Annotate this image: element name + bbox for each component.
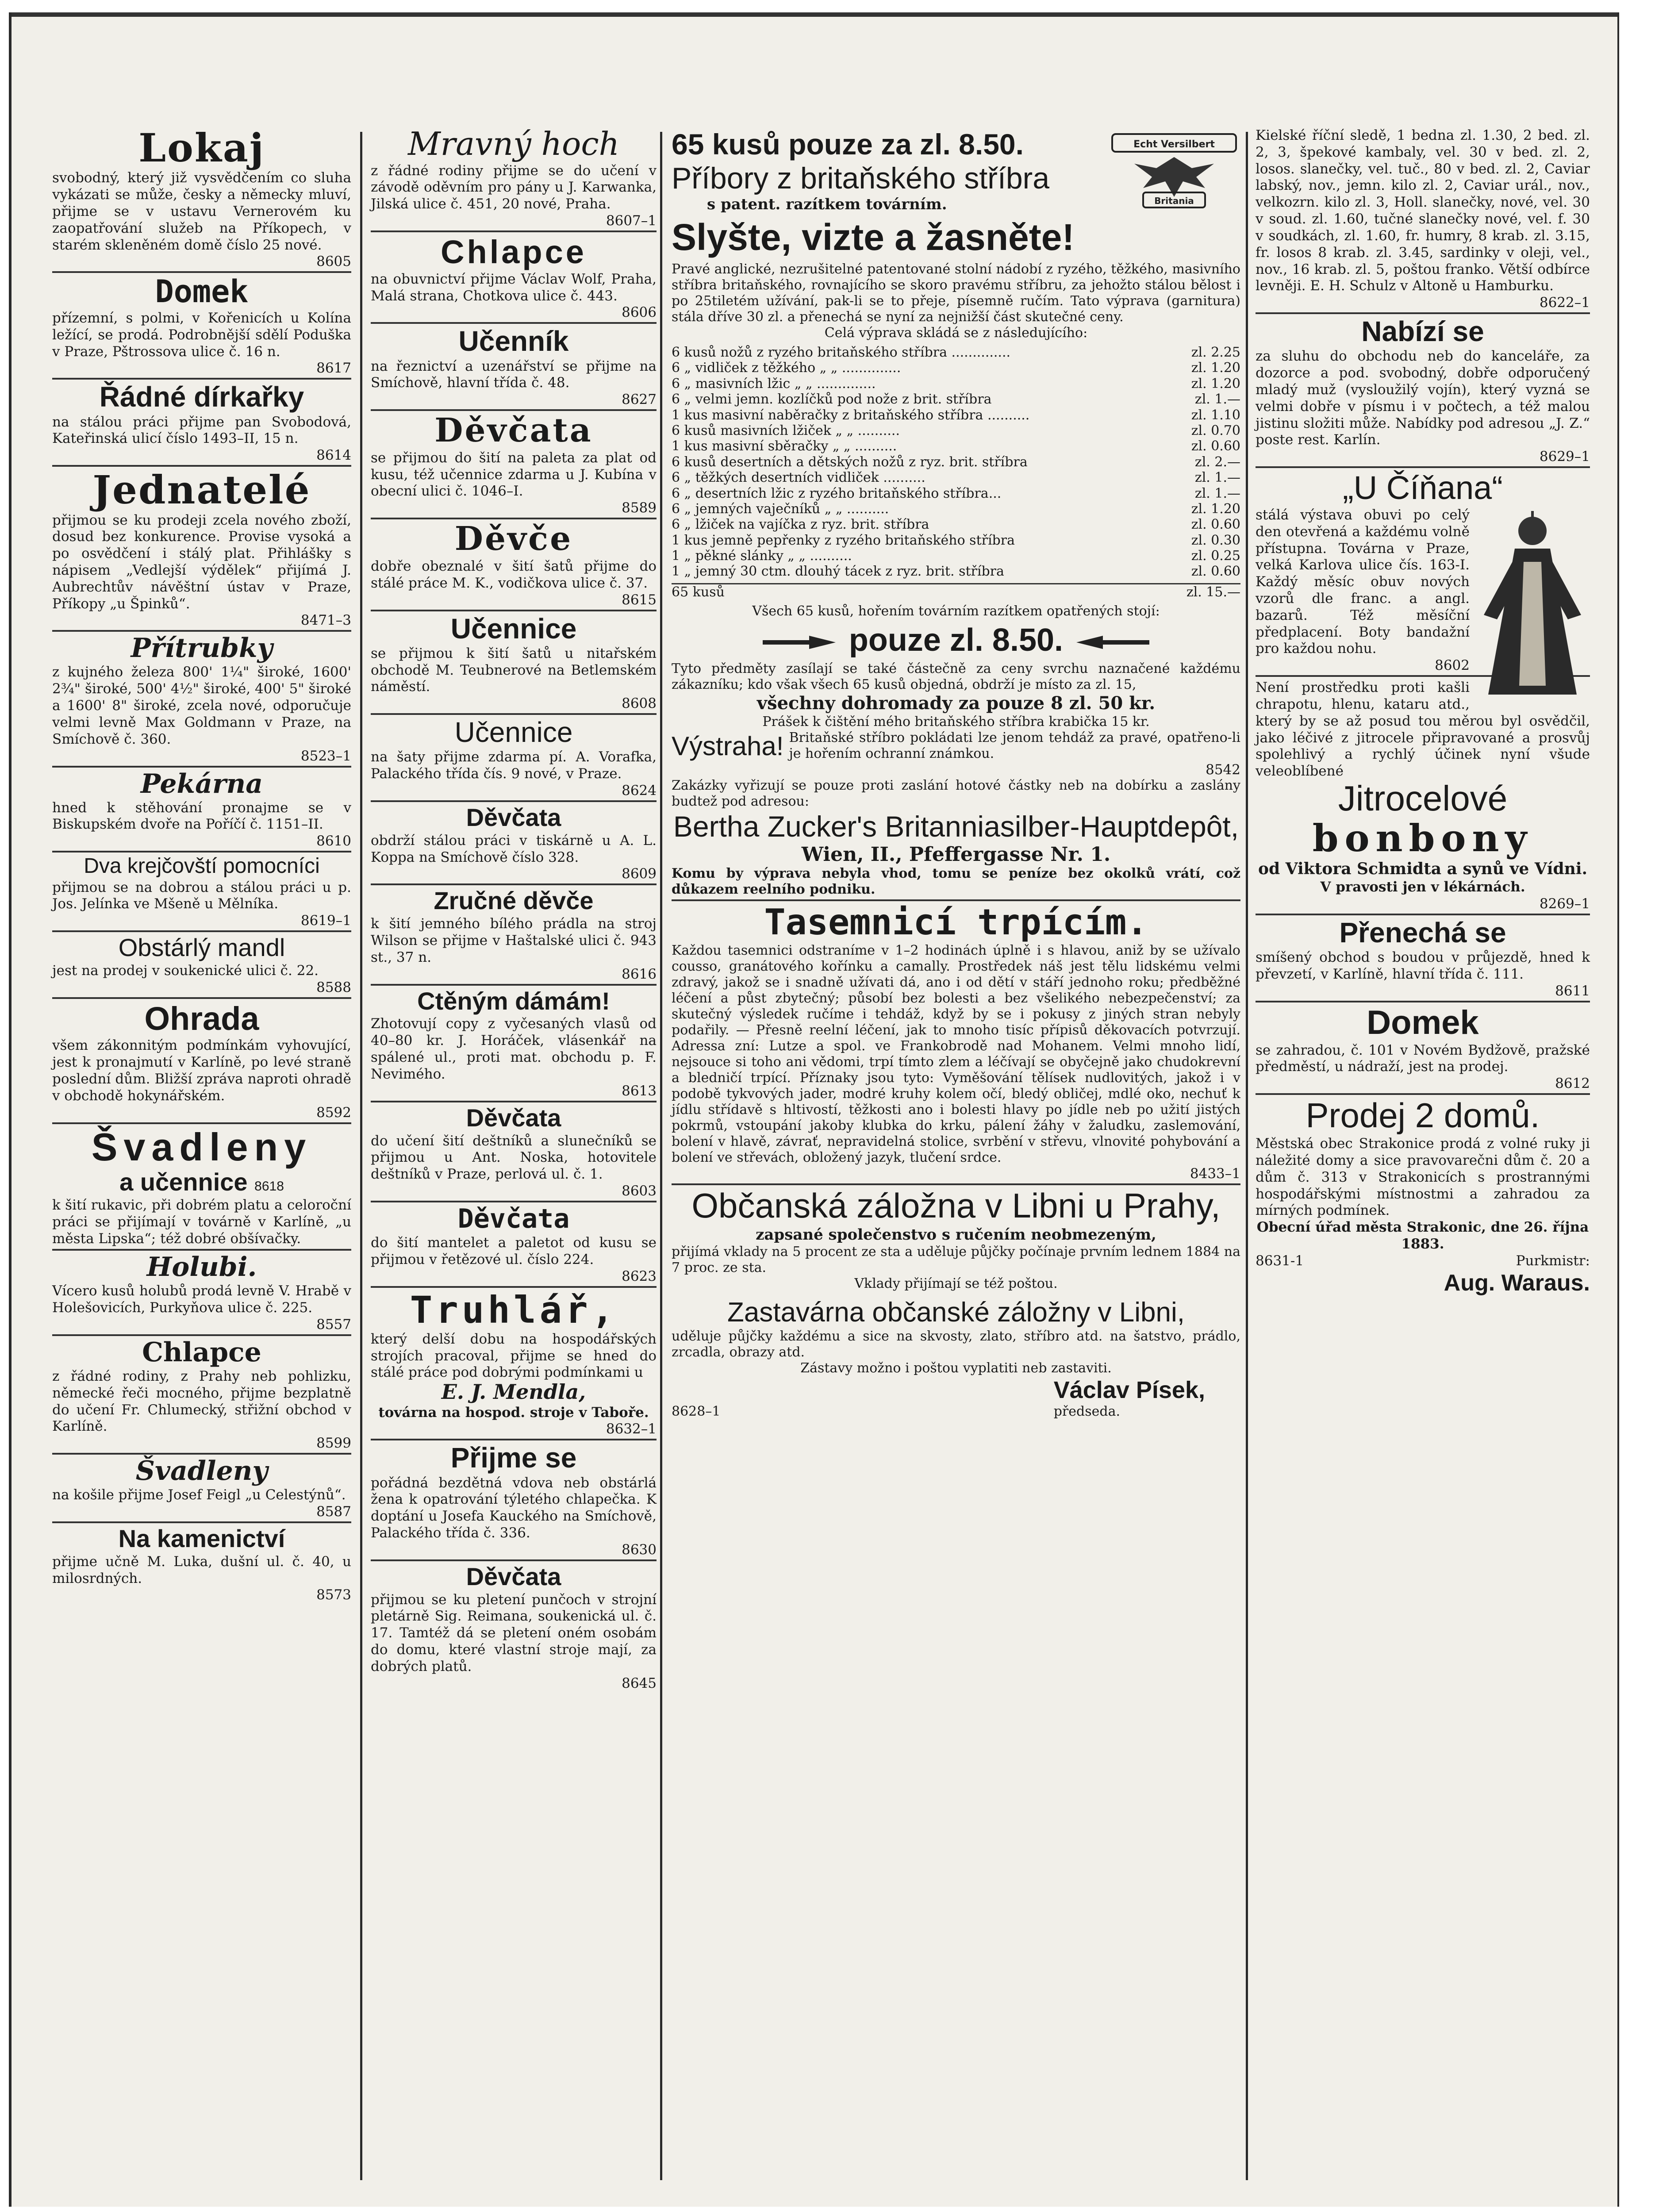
silver-total-price: zl. 15.— bbox=[1186, 584, 1240, 600]
ad-body: svobodný, který již vysvědčením co sluha vykázati se může, česky a německy mluví, přijme se v ustavu Vernerovém ku zaopatřování služeb na Příkopech, v starém skleněném domě číslo 25 nové. bbox=[52, 170, 351, 253]
ad-title: Obstárlý mandl bbox=[118, 933, 285, 962]
cough-where: V pravosti jen v lékárnách. bbox=[1320, 879, 1525, 895]
ad-chlapce-obuv bbox=[371, 230, 657, 320]
ad-body: Každou tasemnici odstraníme v 1–2 hodinách úplně i s hlavou, aniž by se užívalo cousso, granátového kořínku a camally. Prostředek náš jest tělu lidskému velmi zdravý, jakož se i snadně užívati dá, ano i od dětí v stáří jednoho roku; předběžné léčení a půst zbytečný; působí bez bolesti a bez všelikého nebezpečenství; za skutečný výsledek ručíme i tehdáž, když by se i pokusy z jiných stran nebyly podařily. — Přesně reelní léčení, jak to mnoho tisíc přípisů děkovacích potvrzují. Adressa zní: Lutze a spol. ve Frankobrodě nad Mohanem. Velmi mnoho lidí, nejsouce si toho ani vědomi, trpí tímto zlem a léčívají se obyčejně jako chudokrevní a bledničí trpící. Příznaky jsou tyto: Vyměšování tělísek nudlovitých, jakož i v podobě tykvových jader, modré kruhy kolem očí, bledý obličej, mdlé oko, nechuť k jídlu střídavě s hltivostí, těžkosti ano i bolesti hlavy po jídle neb po užití jistých pokrmů, vstoupání jakoby klubka do krku, pálení žáhy v žaludku, zaslemování, bolení v hlavě, závrať, nepravidelná stolice, svrbění v střevu, vlnovité pohybování a bolení ve střevách, obložený jazyk, tlučení srdce. bbox=[672, 943, 1240, 1166]
pawn-number: 8628–1 bbox=[672, 1404, 721, 1420]
silver-headline: 65 kusů pouze za zl. 8.50. bbox=[672, 128, 1024, 161]
ad-devcata-paleta bbox=[371, 409, 657, 516]
silver-item-price: zl. 1.20 bbox=[1191, 501, 1240, 517]
ad-number: 8607–1 bbox=[606, 213, 657, 229]
silver-item-row bbox=[672, 438, 1240, 454]
ad-number: 8269–1 bbox=[1539, 895, 1590, 912]
silver-item-label: 1 kus masivní naběračky z britaňského stříbra .......... bbox=[672, 407, 1030, 423]
ad-body: Zhotovují copy z vyčesaných vlasů od 40–80 kr. J. Horáček, vlásenkář na spálené ul., proti mat. obchodu p. F. Nevimého. bbox=[371, 1016, 657, 1082]
silver-item-label: 1 kus jemně pepřenky z ryzého britaňského stříbra bbox=[672, 532, 1015, 548]
bank-body: přijímá vklady na 5 procent ze sta a uděluje půjčky počínaje prvním lednem 1884 na 7 proc. ze sta. bbox=[672, 1244, 1240, 1275]
silver-total-label: 65 kusů bbox=[672, 584, 725, 600]
ad-body: pořádná bezdětná vdova neb obstárlá žena k opatrování týletého chlapečka. K doptání u Josefa Kauckého na Smíchově, Palackého třída č. 336. bbox=[371, 1475, 657, 1541]
silver-item-price: zl. 1.20 bbox=[1191, 376, 1240, 392]
pawn-title: Zastavárna občanské záložny v Libni, bbox=[727, 1297, 1185, 1328]
ad-svadleny-kosile bbox=[52, 1453, 351, 1520]
sale-office: Obecní úřad města Strakonic, dne 26. října 1883. bbox=[1256, 1219, 1589, 1252]
bank-subtitle: zapsané společenstvo s ručením neobmezeným, bbox=[756, 1226, 1156, 1244]
silver-item-label: 6 kusů nožů z ryzého britaňského stříbra .............. bbox=[672, 345, 1011, 360]
silver-stamp-note: Všech 65 kusů, hořením továrním razítkem opatřených stojí: bbox=[752, 603, 1160, 619]
cough-title-1: Jitrocelové bbox=[1338, 779, 1508, 818]
cough-firm: od Viktora Schmidta a synů ve Vídni. bbox=[1258, 860, 1588, 879]
ad-number: 8613 bbox=[622, 1083, 657, 1099]
silver-item-list bbox=[672, 345, 1240, 580]
ad-body: Městská obec Strakonice prodá z volné ruky ji náležité domy a sice pravovarečni dům č. 20 a dům č. 313 v Strakonicích s prostrannými hospodářskými místnostmi a zahradou za mírných podmínek. bbox=[1256, 1136, 1590, 1219]
silver-list-intro: Celá výprava skládá se z následujícího: bbox=[824, 325, 1088, 341]
bank-body-2: Vklady přijímají se též poštou. bbox=[854, 1275, 1058, 1291]
silver-firm: Bertha Zucker's Britanniasilber-Hauptdepôt, bbox=[673, 810, 1239, 843]
ad-number: 8471–3 bbox=[300, 612, 351, 629]
silver-item-row bbox=[672, 392, 1240, 407]
ad-number: 8612 bbox=[1555, 1075, 1590, 1092]
silver-item-price: zl. 0.70 bbox=[1191, 422, 1240, 438]
ad-body: na košile přijme Josef Feigl „u Celestýnů“. bbox=[52, 1487, 346, 1503]
ad-body: přijme učně M. Luka, dušní ul. č. 40, u milosrdných. bbox=[52, 1553, 351, 1586]
ad-body: do šití mantelet a paletot od kusu se přijmou v řetězové ul. číslo 224. bbox=[371, 1234, 657, 1267]
silver-item-row bbox=[672, 360, 1240, 376]
ad-title: Lokaj bbox=[138, 127, 265, 171]
ad-title: Ctěným dámám! bbox=[417, 987, 610, 1015]
ad-body: Není prostředku proti kašli chrapotu, hlenu, kataru atd., který by se až posud tou měrou byl osvědčil, jako léčivé z jitrocele připravované a prosvůj spolehlivý a rychlý účinek nyní všude veleoblíbené bbox=[1256, 680, 1590, 780]
ad-nabizi-se bbox=[1256, 312, 1590, 465]
ad-subtitle-line bbox=[52, 1169, 351, 1195]
silver-item-price: zl. 1.— bbox=[1194, 470, 1240, 486]
ad-title: Švadleny bbox=[91, 1125, 312, 1169]
ad-truhlar bbox=[371, 1286, 657, 1437]
chinese-figure-icon bbox=[1475, 509, 1590, 703]
column-2 bbox=[365, 127, 662, 2180]
eagle-emblem-icon bbox=[1108, 131, 1240, 210]
silver-item-label: 6 „ těžkých desertních vidliček .......... bbox=[672, 470, 925, 486]
ad-body: z kujného železa 800' 1¼" široké, 1600' 2¾" široké, 500' 4½" široké, 400' 5" široké a 1600' 8" široké, zcela nové, odporučuje velmi levně Max Goldmann v Praze, na Smíchově č. 360. bbox=[52, 664, 351, 747]
column-1 bbox=[47, 127, 357, 2180]
silver-item-price: zl. 2.25 bbox=[1191, 345, 1240, 360]
ad-number: 8616 bbox=[622, 966, 657, 982]
silver-item-row bbox=[672, 376, 1240, 392]
ad-body: z řádné rodiny přijme se do učení v závodě oděvním pro pány u J. Karwanka, Jilská ulice č. 451, 20 nové, Praha. bbox=[371, 162, 657, 212]
ad-body: přijmou se na dobrou a stálou práci u p. Jos. Jelínka ve Mšeně u Mělníka. bbox=[52, 879, 351, 912]
ad-title: Jednatelé bbox=[92, 467, 311, 513]
silver-item-row bbox=[672, 517, 1240, 532]
ad-body: hned k stěhování pronajme se v Biskupském dvoře na Poříčí č. 1151–II. bbox=[52, 799, 351, 833]
ad-title: „U Číňana“ bbox=[1343, 469, 1503, 507]
ad-number: 8631-1 bbox=[1256, 1252, 1304, 1269]
silver-item-label: 1 kus masivní sběračky „ „ .......... bbox=[672, 438, 897, 454]
silver-intro: Pravé anglické, nezrušitelné patentované stolní nádobí z ryzého, těžkého, masivního stříbra britaňského, rovnajícího se skoro pravému stříbru, za jehožto stálou bělost i po 25tiletém užívání, pak-li se to přeje, písemně ručím. Tato výprava (garnitura) stála dříve 30 zl. a přenechá se nyní za nejnižší část skutečné ceny. bbox=[672, 261, 1240, 325]
ad-lokaj bbox=[52, 127, 351, 269]
ad-body: stálá výstava obuvi po celý den otevřená a každému volně přístupna. Továrna v Praze, velká Karlova ulice čís. 163-I. Každý měsíc obuv nových vzorů dle franc. a angl. bazarů. Též měsíční předplacení. Boty bandažní pro každou nohu. bbox=[1256, 507, 1470, 657]
ad-number: 8609 bbox=[622, 866, 657, 882]
silver-para-1: Tyto předměty zasílají se také částečně za ceny svrchu naznačené každému zákazníku; kdo však všech 65 kusů objedná, obdrží je místo za zl. 15, bbox=[672, 661, 1240, 693]
ad-devcata-puncochy bbox=[371, 1559, 657, 1691]
ad-title: Učennice bbox=[450, 612, 577, 645]
sale-signature-row bbox=[1256, 1253, 1590, 1270]
silver-slogan: Slyšte, vizte a žasněte! bbox=[672, 216, 1075, 258]
pawn-body: uděluje půjčky každému a sice na skvosty, zlato, stříbro atd. na šatstvo, prádlo, zrcadla, obrazy atd. bbox=[672, 1329, 1240, 1360]
ad-jitrocelove-bonbony bbox=[1256, 675, 1590, 912]
ad-title: Přenechá se bbox=[1339, 916, 1506, 949]
signer-name: Václav Písek, bbox=[1053, 1377, 1205, 1404]
cough-title-2: bonbony bbox=[1312, 816, 1533, 860]
ad-title: Děvčata bbox=[466, 803, 561, 832]
ad-number: 8630 bbox=[622, 1541, 657, 1558]
ad-title: Přítrubky bbox=[131, 633, 273, 664]
silver-address: Wien, II., Pfeffergasse Nr. 1. bbox=[801, 843, 1111, 866]
silver-warning-number: 8542 bbox=[1206, 762, 1240, 778]
ad-title: Na kamenictví bbox=[118, 1525, 285, 1553]
silver-item-price: zl. 1.20 bbox=[1191, 360, 1240, 376]
ad-title: Učennice bbox=[454, 716, 573, 749]
ad-title: Děvčata bbox=[466, 1103, 561, 1132]
ad-body: dobře obeznalé v šití šatů přijme do stálé práce M. K., vodičkova ulice č. 37. bbox=[371, 558, 657, 591]
ad-pekarna bbox=[52, 766, 351, 849]
silver-item-label: 1 „ pěkné slánky „ „ .......... bbox=[672, 548, 852, 564]
ad-devcata-destniky bbox=[371, 1101, 657, 1199]
silver-item-label: 6 „ velmi jemn. kozlíčků pod nože z brit. stříbra bbox=[672, 392, 992, 407]
column-4 bbox=[1250, 127, 1595, 2180]
ad-ohrada bbox=[52, 997, 351, 1121]
column-rule-1 bbox=[360, 132, 362, 2180]
ad-body: z řádné rodiny, z Prahy neb pohlizku, německé řeči mocného, přijme bezplatně do učení Fr. Chlumecký, střižní obchod v Karlíně. bbox=[52, 1368, 351, 1435]
ad-britania-silver bbox=[672, 127, 1240, 898]
ad-number: 8573 bbox=[316, 1587, 351, 1603]
emblem-bottom-text: Britania bbox=[1154, 196, 1194, 206]
ad-body: Kielské říční sledě, 1 bedna zl. 1.30, 2 bed. zl. 2, 3, špekové kambaly, vel. 30 v bed. zl. 2, losos. slanečky, vel. tuč., 80 v bed. zl. 2, Caviar labský, nov., jemn. kilo zl. 2, Caviar urál., nov., velkozrn. kilo zl. 3, Holl. slanečky, nové, vel. 30 v soud. zl. 1.60, tučné slanečky nové, vel. f. 30 v soudkách, zl. 1.60, fr. humry, 8 krab. zl. 3.15, fr. losos 8 krab. zl. 3.45, sardinky v oleji, vel., nov., 16 krab. zl. 5, poštou franko. Větší odbírce levněji. E. H. Schulz v Altoně u Hamburku. bbox=[1256, 127, 1590, 294]
ad-domek bbox=[52, 271, 351, 376]
ad-title: Nabízí se bbox=[1361, 315, 1484, 348]
silver-item-price: zl. 2.— bbox=[1194, 454, 1240, 470]
ad-number: 8603 bbox=[622, 1183, 657, 1199]
pawn-signature bbox=[1054, 1376, 1240, 1420]
ad-firm-line: továrna na hospod. stroje v Taboře. bbox=[378, 1404, 649, 1421]
ad-domek-bydzov bbox=[1256, 1001, 1590, 1091]
ad-body: Vícero kusů holubů prodá levně V. Hrabě v Holešovicích, Purkyňova ulice č. 225. bbox=[52, 1283, 351, 1316]
pointing-hand-right-icon bbox=[760, 631, 840, 653]
silver-item-price: zl. 1.— bbox=[1194, 392, 1240, 407]
pointing-hand-left-icon bbox=[1072, 631, 1152, 653]
ad-body: smíšený obchod s boudou v průjezdě, hned k převzetí, v Karlíně, hlavní třída č. 111. bbox=[1256, 949, 1590, 982]
ad-number: 8608 bbox=[622, 695, 657, 712]
ad-body: se přijmou k šití šatů u nitařském obchodě M. Teubnerové na Betlemském náměstí. bbox=[371, 645, 657, 695]
silver-heading-block bbox=[672, 127, 1108, 213]
ad-svadleny bbox=[52, 1122, 351, 1248]
silver-item-price: zl. 0.30 bbox=[1191, 532, 1240, 548]
ad-title: Učenník bbox=[458, 325, 569, 357]
ad-jednatele bbox=[52, 465, 351, 628]
ad-dirkarky bbox=[52, 378, 351, 463]
ad-u-cinana bbox=[1256, 466, 1590, 673]
ad-number: 8557 bbox=[316, 1316, 351, 1333]
ad-number: 8624 bbox=[622, 783, 657, 799]
silver-item-price: zl. 0.60 bbox=[1191, 564, 1240, 580]
ad-title: Švadleny bbox=[135, 1455, 268, 1487]
ad-body: za sluhu do obchodu neb do kanceláře, za dozorce a pod. svobodný, dobře odporučený mladý muž (vysloužilý vojín), který vyzná se velmi dobře v písmu i v počtech, a též malou jistinu složiti může. Nabídky pod adresou „J. Z.“ poste rest. Karlín. bbox=[1256, 348, 1590, 448]
ad-title: Děvčata bbox=[457, 1203, 570, 1234]
ad-body: přízemní, s polmi, v Kořenicích u Kolína ležící, se prodá. Podrobnější sdělí Poduška v Praze, Pštrossova ulice č. 16 n. bbox=[52, 310, 351, 360]
silver-item-price: zl. 1.— bbox=[1194, 485, 1240, 501]
ad-title: Děvčata bbox=[466, 1562, 561, 1590]
ad-prodej-domu bbox=[1256, 1093, 1590, 1296]
emblem-top-text: Echt Versilbert bbox=[1133, 139, 1215, 150]
ad-number: 8627 bbox=[622, 392, 657, 408]
ad-body: k šití jemného bílého prádla na stroj Wilson se přijme v Haštalské ulici č. 943 st., 37 n. bbox=[371, 916, 657, 965]
silver-item-row bbox=[672, 423, 1240, 438]
ad-mravny-hoch bbox=[371, 127, 657, 229]
silver-item-row bbox=[672, 564, 1240, 579]
ad-number: 8602 bbox=[1435, 657, 1470, 674]
silver-item-label: 6 „ masivních lžic „ „ .............. bbox=[672, 376, 876, 392]
ad-number: 8599 bbox=[316, 1435, 351, 1452]
ad-number: 8433–1 bbox=[1190, 1166, 1240, 1182]
ad-number: 8610 bbox=[316, 833, 351, 849]
silver-item-row bbox=[672, 407, 1240, 423]
ad-title: Pekárna bbox=[140, 768, 263, 799]
silver-item-row bbox=[672, 486, 1240, 501]
ad-number: 8629–1 bbox=[1539, 449, 1590, 465]
column-3 bbox=[666, 127, 1246, 2180]
ad-title: Zručné děvče bbox=[434, 887, 594, 915]
ad-number: 8632–1 bbox=[606, 1421, 657, 1437]
ad-body: přijmou se ku prodeji zcela nového zboží, dosud bez konkurence. Provise vysoká a po osvědčení i stálý plat. Přihlášky s nápisem „Vedlejší výdělek“ přijímá J. Aubrechtův návěštní ústav v Praze, Příkopy „u Špinků“. bbox=[52, 512, 351, 612]
silver-header bbox=[672, 127, 1240, 213]
mayor-role: Purkmistr: bbox=[1516, 1252, 1590, 1269]
ad-sledi bbox=[1256, 127, 1590, 311]
silver-para-2: Prášek k čištění mého britaňského stříbra krabička 15 kr. bbox=[762, 714, 1150, 730]
ad-title: Děvčata bbox=[434, 411, 593, 450]
silver-item-row bbox=[672, 548, 1240, 564]
ad-title: Tasemnicí trpícím. bbox=[764, 902, 1148, 943]
ad-title: Chlapce bbox=[142, 1336, 261, 1368]
silver-patent: s patent. razítkem továrním. bbox=[707, 196, 947, 213]
ad-firm: E. J. Mendla, bbox=[441, 1380, 586, 1404]
ad-title: Holubi. bbox=[146, 1252, 257, 1283]
ad-title: Děvče bbox=[454, 520, 573, 558]
silver-subhead: Příbory z britaňského stříbra bbox=[672, 161, 1050, 195]
silver-item-label: 6 kusů desertních a dětských nožů z ryz. brit. stříbra bbox=[672, 454, 1028, 470]
silver-item-label: 6 „ desertních lžic z ryzého britaňského stříbra... bbox=[672, 485, 1002, 501]
ad-body: se přijmou do šití na paleta za plat od kusu, též učennice zdarma u J. Kubína v obecní ulici č. 1046–I. bbox=[371, 449, 657, 499]
silver-para-1b: všechny dohromady za pouze 8 zl. 50 kr. bbox=[756, 693, 1156, 714]
ad-ucennik bbox=[371, 322, 657, 407]
silver-warning-text: Britaňské stříbro pokládati lze jenom tehdáž za pravé, opatřeno-li je hořením ochranní známkou. bbox=[789, 730, 1240, 762]
ad-title: Truhlář, bbox=[410, 1288, 618, 1332]
ad-prenecha-se bbox=[1256, 914, 1590, 999]
silver-item-label: 6 „ jemných vaječníků „ „ .......... bbox=[672, 501, 889, 517]
ad-title: Prodej 2 domů. bbox=[1306, 1096, 1540, 1135]
silver-item-price: zl. 0.60 bbox=[1191, 517, 1240, 533]
silver-item-price: zl. 0.25 bbox=[1191, 548, 1240, 564]
ad-tasemnice bbox=[672, 899, 1240, 1182]
ad-title: Ohrada bbox=[144, 1000, 259, 1037]
pawn-body-2: Zástavy možno i poštou vyplatiti neb zastaviti. bbox=[800, 1360, 1112, 1376]
mayor-name: Aug. Waraus. bbox=[1444, 1270, 1590, 1296]
pawn-signature-row bbox=[672, 1376, 1240, 1420]
silver-item-row bbox=[672, 501, 1240, 517]
ad-pritrubky bbox=[52, 630, 351, 764]
silver-para-3: Zakázky vyřizují se pouze proti zaslání hotové částky neb na dobírku a zaslány budtež pod adresou: bbox=[672, 778, 1240, 810]
ad-title: Domek bbox=[1367, 1003, 1479, 1041]
ad-subtitle: a učennice bbox=[119, 1168, 248, 1196]
ad-number: 8617 bbox=[316, 360, 351, 376]
ad-devce bbox=[371, 518, 657, 607]
ad-number: 8589 bbox=[622, 500, 657, 516]
ad-kamenictvi bbox=[52, 1521, 351, 1603]
ad-body: který delší dobu na hospodářských strojích pracoval, přijme se hned do stálé práce pod dobrými podmínkami u bbox=[371, 1331, 657, 1381]
ad-body: na řeznictví a uzenářství se přijme na Smíchově, hlavní třída č. 48. bbox=[371, 358, 657, 391]
silver-item-label: 1 „ jemný 30 ctm. dlouhý tácek z ryz. brit. stříbra bbox=[672, 564, 1004, 580]
ad-number: 8614 bbox=[316, 447, 351, 464]
ad-number: 8523–1 bbox=[300, 748, 351, 764]
silver-warning bbox=[672, 730, 1240, 762]
ad-title: Mravný hoch bbox=[407, 127, 620, 162]
silver-price: pouze zl. 8.50. bbox=[849, 622, 1064, 658]
page-top-rule bbox=[12, 12, 1617, 17]
silver-item-price: zl. 0.60 bbox=[1191, 438, 1240, 454]
ad-number: 8592 bbox=[316, 1104, 351, 1121]
ad-number: 8615 bbox=[622, 591, 657, 608]
ad-body: jest na prodej v soukenické ulici č. 22. bbox=[52, 962, 319, 979]
ad-body: všem zákonnitým podmínkám vyhovující, jest k pronajmutí v Karlíně, po levé straně poslední dům. Bližší zpráva naproti ohradě v obchodě hokynářském. bbox=[52, 1037, 351, 1104]
ad-devcata-tiskarna bbox=[371, 800, 657, 882]
silver-item-price: zl. 1.10 bbox=[1191, 407, 1240, 423]
silver-total-row bbox=[672, 583, 1240, 600]
ad-number: 8619–1 bbox=[300, 913, 351, 929]
ad-mandl bbox=[52, 930, 351, 995]
ad-number: 8588 bbox=[316, 979, 351, 995]
ad-title: Řádné dírkařky bbox=[99, 381, 304, 413]
silver-item-row bbox=[672, 345, 1240, 360]
ad-number: 8611 bbox=[1555, 983, 1590, 999]
ad-ucennice-nitar bbox=[371, 610, 657, 712]
silver-para-4: Komu by výprava nebyla vhod, tomu se peníze bez okolků vrátí, což důkazem reelního podniku. bbox=[672, 866, 1240, 898]
ad-ctenym-damam bbox=[371, 984, 657, 1099]
silver-item-row bbox=[672, 470, 1240, 485]
ad-title: Dva krejčovští pomocníci bbox=[84, 854, 320, 878]
bank-title: Občanská záložna v Libni u Prahy, bbox=[691, 1186, 1221, 1225]
ad-number: 8606 bbox=[622, 304, 657, 321]
silver-item-label: 6 „ vidliček z těžkého „ „ .............. bbox=[672, 360, 901, 376]
ad-ucennice-saty bbox=[371, 713, 657, 799]
ad-title: Přijme se bbox=[450, 1442, 577, 1474]
silver-price-line bbox=[672, 622, 1240, 658]
ad-number: 8587 bbox=[316, 1504, 351, 1520]
ad-body: přijmou se ku pletení punčoch v strojní pletárně Sig. Reimana, soukenická ul. č. 17. Tamtéž dá se pletení oném osobám do domu, které vlastní stroje mají, za dobrých platů. bbox=[371, 1591, 657, 1674]
ad-body: obdrží stálou práci v tiskárně u A. L. Koppa na Smíchově číslo 328. bbox=[371, 832, 657, 865]
ad-zrucne-devce bbox=[371, 883, 657, 982]
ad-devcata-mantelet bbox=[371, 1201, 657, 1284]
ad-title: Chlapce bbox=[441, 234, 587, 271]
ad-prijme-se bbox=[371, 1439, 657, 1557]
ad-body: se zahradou, č. 101 v Novém Bydžově, pražské předměstí, u nádraží, jest na prodej. bbox=[1256, 1042, 1590, 1075]
ad-body: na šaty přijme zdarma pí. A. Vorafka, Palackého třída čís. 9 nové, v Praze. bbox=[371, 749, 657, 782]
column-rule-3 bbox=[1246, 132, 1248, 2180]
silver-warning-title: Výstraha! bbox=[672, 731, 784, 761]
ad-body: na obuvnictví přijme Václav Wolf, Praha, Malá strana, Chotkova ulice č. 443. bbox=[371, 271, 657, 304]
newspaper-page bbox=[9, 12, 1619, 2207]
ad-subtitle-number: 8618 bbox=[254, 1179, 284, 1194]
ad-body: do učení šití deštníků a slunečníků se přijmou u Ant. Noska, hotovitele deštníků v Praze, perlová ul. č. 1. bbox=[371, 1133, 657, 1183]
ad-number: 8623 bbox=[622, 1268, 657, 1284]
ad-title: Domek bbox=[155, 273, 249, 310]
silver-item-row bbox=[672, 533, 1240, 548]
silver-item-row bbox=[672, 454, 1240, 470]
ad-chlapce bbox=[52, 1334, 351, 1451]
ad-obcanska-zalozna bbox=[672, 1183, 1240, 1420]
ad-number: 8622–1 bbox=[1539, 295, 1590, 311]
ad-body: k šití rukavic, při dobrém platu a celoroční práci se přijímají v továrně v Karlíně, „u města Lipska“; též dobré obšívačky. bbox=[52, 1197, 351, 1247]
ad-body: na stálou práci přijme pan Svobodová, Kateřinská ulicí číslo 1493–II, 15 n. bbox=[52, 414, 351, 447]
silver-item-label: 6 kusů masivních lžiček „ „ .......... bbox=[672, 422, 900, 438]
ad-holubi bbox=[52, 1249, 351, 1333]
ad-krejcovsti bbox=[52, 851, 351, 929]
ad-number: 8645 bbox=[622, 1675, 657, 1691]
silver-item-label: 6 „ lžiček na vajíčka z ryz. brit. stříbra bbox=[672, 517, 929, 533]
signer-role: předseda. bbox=[1053, 1404, 1120, 1420]
ad-number: 8605 bbox=[316, 253, 351, 270]
